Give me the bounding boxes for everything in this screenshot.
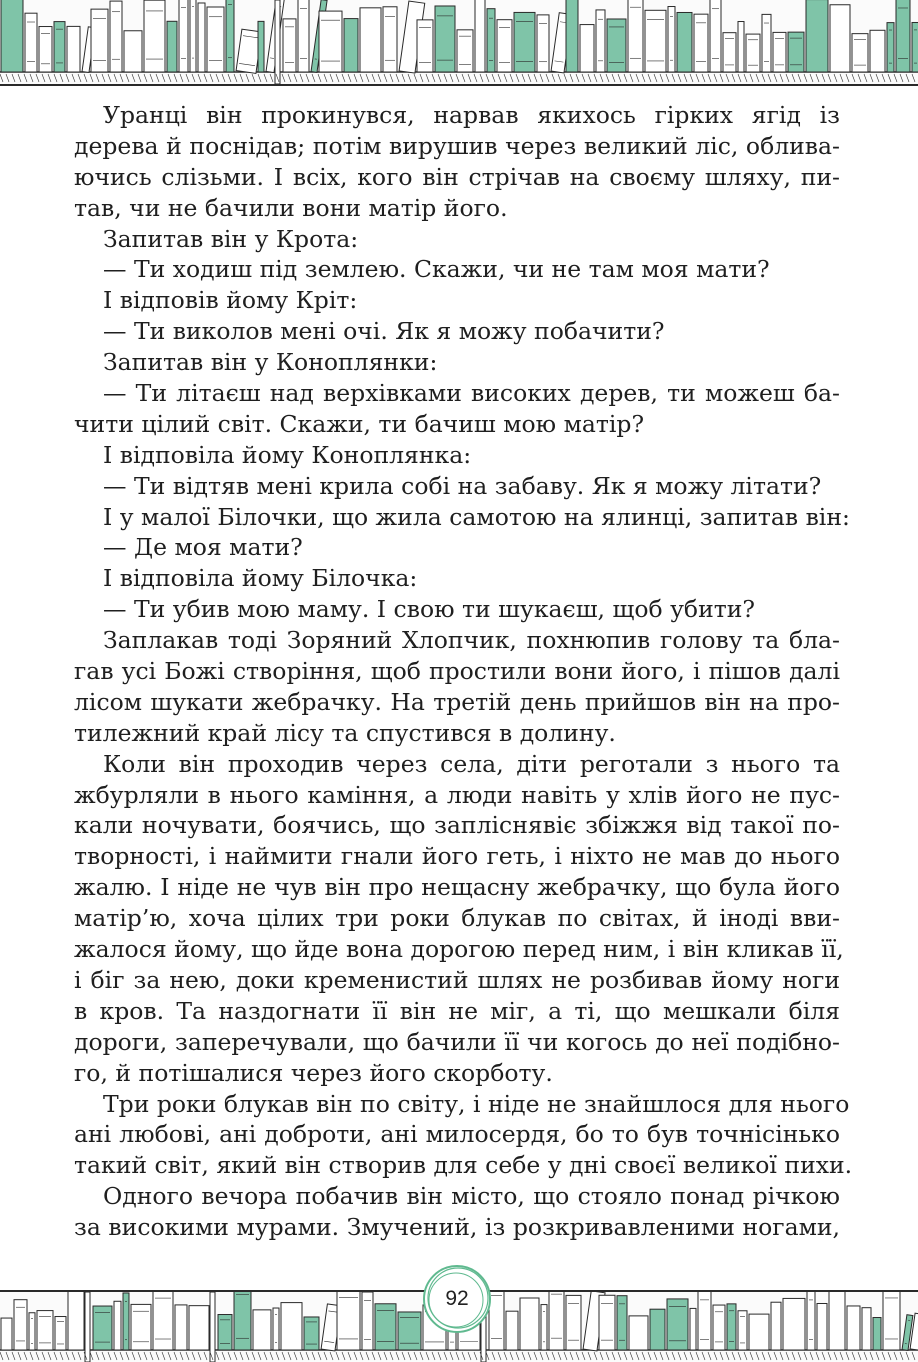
- text-line: І відповіла йому Коноплянка:: [74, 440, 840, 471]
- text-line: за високими мурами. Змучений, із розкривавленими ногами,: [74, 1212, 840, 1243]
- text-line: ані любові, ані доброти, ані милосердя, бо то був точнісінько: [74, 1119, 840, 1150]
- text-line: в кров. Та наздогнати її він не міг, а ті, що мешкали біля: [74, 996, 840, 1027]
- text-line: дерева й поснідав; потім вирушив через великий ліс, облива-: [74, 131, 840, 162]
- text-line: такий світ, який він створив для себе у дні своєї великої пихи.: [74, 1150, 840, 1181]
- text-line: жалося йому, що йде вона дорогою перед ним, і він кликав її,: [74, 934, 840, 965]
- text-line: творності, і наймити гнали його геть, і ніхто не мав до нього: [74, 841, 840, 872]
- text-line: го, й потішалися через його скорботу.: [74, 1058, 840, 1089]
- text-line: жбурляли в нього каміння, а люди навіть у хлів його не пус-: [74, 780, 840, 811]
- text-line: тилежний край лісу та спустився в долину.: [74, 718, 840, 749]
- text-line: І у малої Білочки, що жила самотою на ялинці, запитав він:: [74, 502, 840, 533]
- text-line: — Ти виколов мені очі. Як я можу побачити?: [74, 316, 840, 347]
- text-line: Три роки блукав він по світу, і ніде не знайшлося для нього: [74, 1089, 840, 1120]
- page-number-badge: [420, 1262, 494, 1336]
- text-line: І відповів йому Кріт:: [74, 285, 840, 316]
- text-line: матір’ю, хоча цілих три роки блукав по світах, й іноді вви-: [74, 903, 840, 934]
- text-line: гав усі Божі створіння, щоб простили вони його, і пішов далі: [74, 656, 840, 687]
- text-line: дороги, заперечували, що бачили її чи когось до неї подібно-: [74, 1027, 840, 1058]
- body-text: [74, 100, 840, 1243]
- text-line: — Ти відтяв мені крила собі на забаву. Як я можу літати?: [74, 471, 840, 502]
- text-line: — Ти літаєш над верхівками високих дерев, ти можеш ба-: [74, 378, 840, 409]
- bookshelf-illustration: [0, 0, 918, 84]
- text-line: Коли він проходив через села, діти реготали з нього та: [74, 749, 840, 780]
- text-line: Запитав він у Крота:: [74, 224, 840, 255]
- page-number: 92: [420, 1262, 494, 1336]
- text-line: чити цілий світ. Скажи, ти бачиш мою матір?: [74, 409, 840, 440]
- text-line: І відповіла йому Білочка:: [74, 563, 840, 594]
- text-line: Запитав він у Коноплянки:: [74, 347, 840, 378]
- text-line: ючись слізьми. І всіх, кого він стрічав на своєму шляху, пи-: [74, 162, 840, 193]
- text-line: Одного вечора побачив він місто, що стояло понад річкою: [74, 1181, 840, 1212]
- text-line: лісом шукати жебрачку. На третій день прийшов він на про-: [74, 687, 840, 718]
- text-line: — Де моя мати?: [74, 532, 840, 563]
- text-line: Уранці він прокинувся, нарвав якихось гірких ягід із: [74, 100, 840, 131]
- bookshelf-header-decoration: [0, 0, 918, 86]
- text-line: жалю. І ніде не чув він про нещасну жебрачку, що була його: [74, 872, 840, 903]
- text-line: і біг за нею, доки кременистий шлях не розбивав йому ноги: [74, 965, 840, 996]
- text-line: — Ти ходиш під землею. Скажи, чи не там моя мати?: [74, 254, 840, 285]
- text-line: тав, чи не бачили вони матір його.: [74, 193, 840, 224]
- text-line: — Ти убив мою маму. І свою ти шукаєш, щоб убити?: [74, 594, 840, 625]
- text-line: кали ночувати, боячись, що запліснявіє збіжжя від такої по-: [74, 810, 840, 841]
- text-line: Заплакав тоді Зоряний Хлопчик, похнюпив голову та бла-: [74, 625, 840, 656]
